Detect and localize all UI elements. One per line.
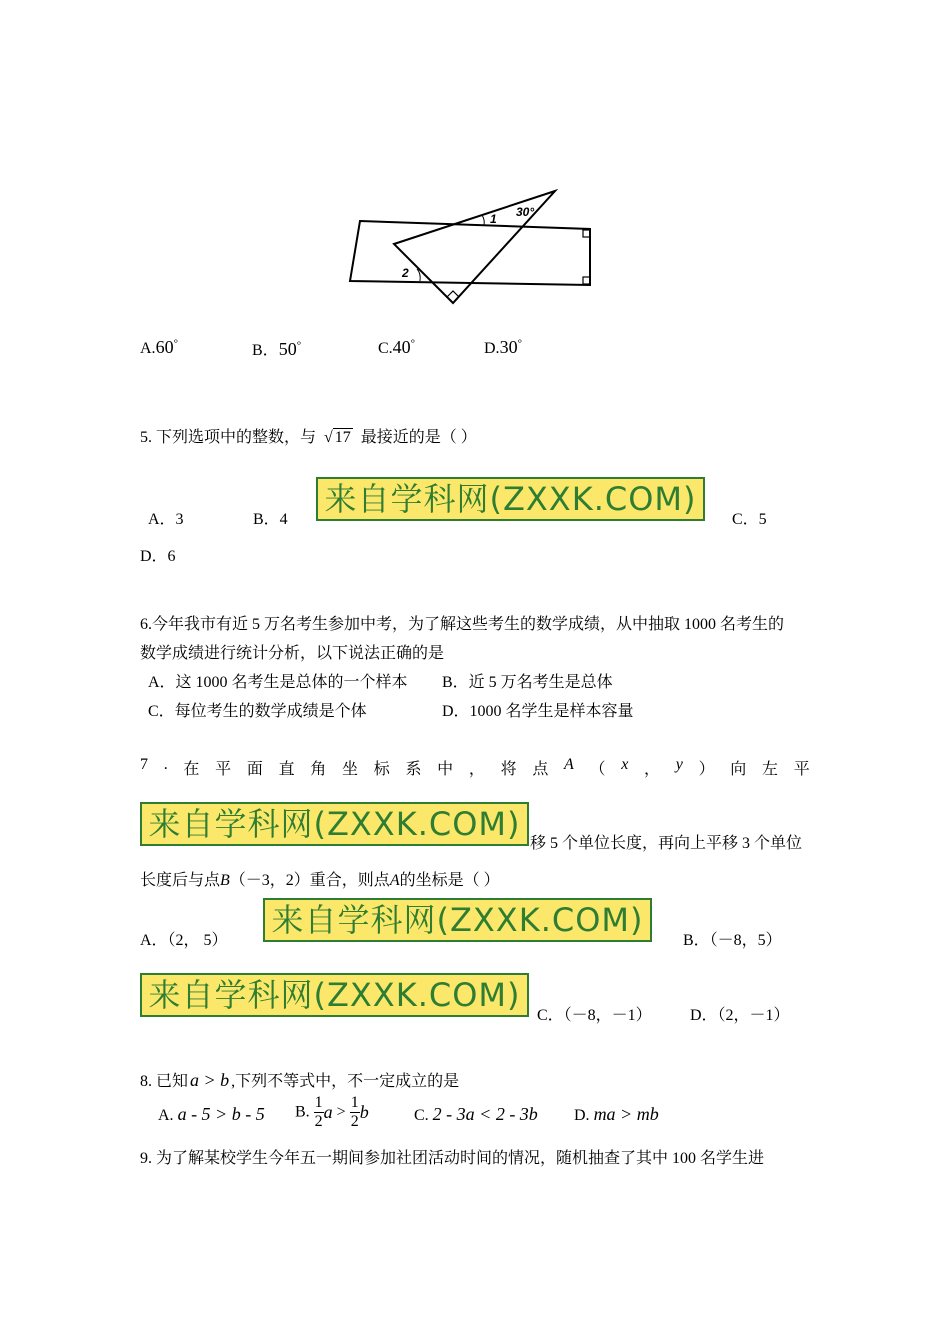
q7-line1-char: 向 bbox=[730, 761, 747, 778]
q7-line1-char: . bbox=[163, 756, 168, 773]
q5-option-d: D．6 bbox=[140, 548, 176, 565]
q7-line1-char: 直 bbox=[278, 761, 295, 778]
q7-line1-char: 坐 bbox=[342, 761, 359, 778]
q4-option-c: C.40° bbox=[378, 337, 416, 357]
q7-line1-char: 系 bbox=[405, 761, 422, 778]
q5-option-a: A．3 bbox=[148, 511, 184, 528]
q8-option-b: B. $\frac{1}{2}$ a > $\frac{1}{2}$ b bbox=[295, 1094, 369, 1130]
q7-line1-char: 将 bbox=[500, 761, 517, 778]
q8-option-c: C. 2 - 3a < 2 - 3b bbox=[414, 1104, 538, 1124]
q7-line1-char: 7 bbox=[140, 756, 148, 773]
q5-stem: 5. 下列选项中的整数，与 √ 17 最接近的是（ ） bbox=[140, 429, 477, 446]
right-angle-mark-2 bbox=[583, 277, 590, 284]
q7-stem-line3: 长度后与点B（－3，2）重合，则点A的坐标是（ ） bbox=[140, 872, 500, 889]
q6-option-d: D．1000 名学生是样本容量 bbox=[442, 703, 634, 720]
q8-stem: 8. 已知 a > b ,下列不等式中，不一定成立的是 bbox=[140, 1070, 460, 1090]
q8-option-a: A. a - 5 > b - 5 bbox=[158, 1104, 265, 1124]
q7-line1-char: 在 bbox=[183, 761, 200, 778]
q5-option-b: B．4 bbox=[253, 511, 288, 528]
watermark-banner-3: 来自学科网(ZXXK.COM) bbox=[263, 898, 652, 942]
q7-line1-char: 中 bbox=[437, 761, 454, 778]
q7-line1-char: x bbox=[621, 756, 629, 773]
q7-line1-char: 左 bbox=[762, 761, 779, 778]
q7-option-b: B．（－8，5） bbox=[683, 932, 782, 949]
watermark-banner-2: 来自学科网(ZXXK.COM) bbox=[140, 802, 529, 846]
angle-label-1: 1 bbox=[490, 212, 497, 226]
q6-stem-line1: 6.今年我市有近 5 万名考生参加中考，为了解这些考生的数学成绩，从中抽取 1000 名考生的 bbox=[140, 616, 785, 633]
angle-label-2: 2 bbox=[402, 266, 409, 280]
q7-line1-char: 平 bbox=[793, 761, 810, 778]
watermark-banner-1: 来自学科网(ZXXK.COM) bbox=[316, 477, 705, 521]
fraction-half-b: $\frac{1}{2}$ bbox=[350, 1094, 359, 1130]
right-angle-mark-triangle bbox=[447, 291, 459, 297]
q7-line1-char: 点 bbox=[532, 761, 549, 778]
q6-option-c: C．每位考生的数学成绩是个体 bbox=[148, 703, 367, 720]
angle-label-30: 30° bbox=[516, 205, 535, 219]
q5-option-c: C．5 bbox=[732, 511, 767, 528]
q6-option-a: A．这 1000 名考生是总体的一个样本 bbox=[148, 674, 408, 691]
right-angle-mark-1 bbox=[583, 230, 590, 237]
q7-line1-char: y bbox=[675, 756, 683, 773]
q7-line1-char: 标 bbox=[373, 761, 390, 778]
q7-stem-line2: 移 5 个单位长度，再向上平移 3 个单位 bbox=[530, 835, 803, 852]
watermark-banner-4: 来自学科网(ZXXK.COM) bbox=[140, 973, 529, 1017]
q4-option-d: D.30° bbox=[484, 337, 522, 357]
q7-stem-line1 bbox=[140, 756, 810, 779]
q7-line1-char: 平 bbox=[215, 761, 232, 778]
fraction-half-a: $\frac{1}{2}$ bbox=[314, 1094, 323, 1130]
q6-option-b: B．近 5 万名考生是总体 bbox=[442, 674, 613, 691]
q9-stem-line1: 9. 为了解某校学生今年五一期间参加社团活动时间的情况，随机抽查了其中 100 名学生进 bbox=[140, 1150, 765, 1167]
geometry-figure bbox=[340, 185, 600, 310]
q7-line1-char: 角 bbox=[310, 761, 327, 778]
q7-option-c: C．（－8，－1） bbox=[537, 1007, 652, 1024]
q7-line1-char: ， bbox=[468, 761, 485, 778]
q7-option-d: D．（2，－1） bbox=[690, 1007, 790, 1024]
q6-stem-line2: 数学成绩进行统计分析，以下说法正确的是 bbox=[140, 645, 445, 662]
q4-option-a: A.60° bbox=[140, 337, 178, 357]
q4-option-b: B．50° bbox=[252, 339, 302, 359]
sqrt-17: √ 17 bbox=[324, 429, 351, 446]
angle-arc-1 bbox=[482, 215, 484, 225]
q7-line1-char: （ bbox=[589, 761, 606, 778]
q8-option-d: D. ma > mb bbox=[574, 1104, 659, 1124]
q7-line1-char: A bbox=[564, 756, 574, 773]
q7-line1-char: 面 bbox=[246, 761, 263, 778]
q7-line1-char: ， bbox=[644, 761, 661, 778]
q7-option-a: A．（2， 5） bbox=[140, 932, 228, 949]
q7-line1-char: ） bbox=[698, 761, 715, 778]
rectangle-strip bbox=[350, 221, 590, 285]
